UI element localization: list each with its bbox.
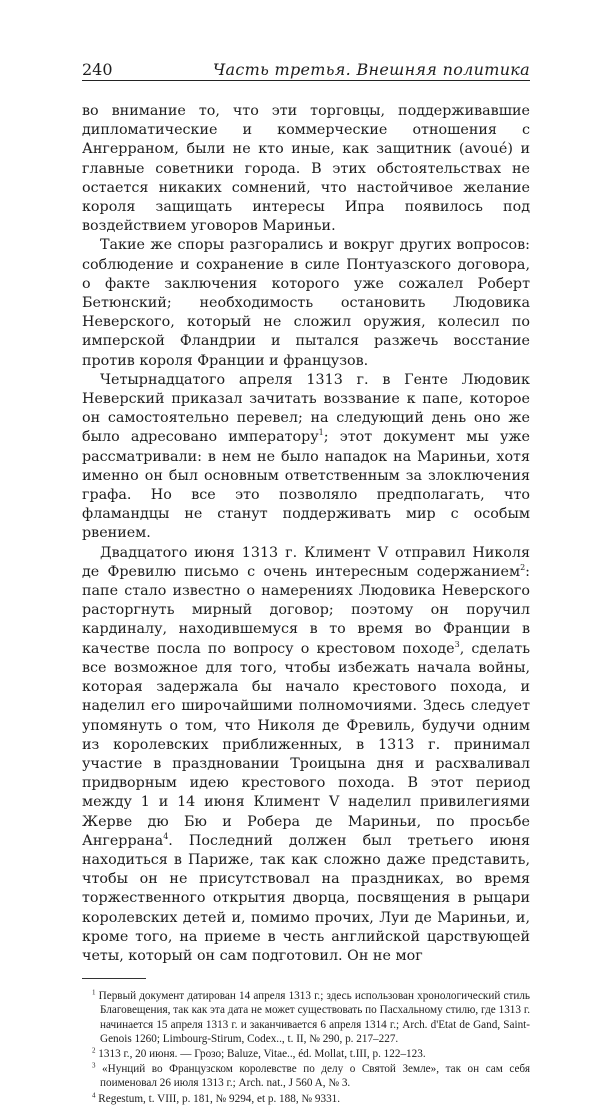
footnote-text: 1313 г., 20 июня. — Грозо; Baluze, Vitae.., éd. Mollat, t.III, p. 122–123. xyxy=(98,1047,426,1060)
footnote-number: 3 xyxy=(92,1061,96,1070)
main-text xyxy=(82,102,530,966)
paragraph-text: , сделать все возможное для того, чтобы избежать начала войны, которая задержала бы начало крестового похода, и наделил его широчайшими полномочиями. Здесь следует упомянуть о том, что Николя де Фревиль, будучи одним из королевских приближенных, в 1313 г. принимал участие в праздновании Троицына дня и расхваливал придворным идею крестового похода. В этот период между 1 и 14 июня Климент V наделил привилегиями Жерве дю Бю и Робера де Мариньи, по просьбе Ангеррана xyxy=(82,640,530,849)
footnote xyxy=(82,1062,530,1090)
paragraph-text: . Последний должен был третьего июня находиться в Париже, так как сложно даже представить, чтобы он не присутствовал на праздниках, во время торжественного открытия дворца, посвящения в рыцари королевских детей и, помимо прочих, Луи де Мариньи, и, кроме того, на приеме в честь английской царствующей четы, который он сам подготовил. Он не мог xyxy=(82,832,530,964)
footnote-ref[interactable]: 3 xyxy=(454,639,460,649)
running-title: Часть третья. Внешняя политика xyxy=(212,60,530,79)
page-header xyxy=(82,56,530,82)
paragraph-text: Двадцатого июня 1313 г. Климент V отправил Николя де Фревилю письмо с очень интересным содержанием xyxy=(82,544,530,580)
footnote-ref[interactable]: 4 xyxy=(163,831,169,841)
footnote-ref[interactable]: 1 xyxy=(318,428,324,438)
paragraph xyxy=(82,544,530,966)
footnote xyxy=(82,989,530,1046)
footnote-text: «Нунций во Французском королевстве по делу о Святой Земле», так он сам себя поименовал 26 июля 1313 г.; Arch. nat., J 560 A, № 3. xyxy=(100,1063,530,1090)
footnote xyxy=(82,1047,530,1061)
footnote-divider xyxy=(82,978,146,979)
footnote-number: 2 xyxy=(92,1046,96,1055)
footnotes xyxy=(82,989,530,1106)
page-number: 240 xyxy=(82,60,113,79)
footnote-text: Regestum, t. VIII, p. 181, № 9294, et p. 188, № 9331. xyxy=(98,1092,341,1105)
paragraph-text: : папе стало известно о намерениях Людовика Неверского расторгнуть мирный договор; поэтому он поручил кардиналу, находившемуся в то время во Франции в качестве посла по вопросу о крестовом походе xyxy=(82,563,530,657)
paragraph-text: во внимание то, что эти торговцы, поддерживавшие дипломатические и коммерческие отношения с Ангерраном, были не кто иные, как защитник (avoué) и главные советники города. В этих обстоятельствах не остается никаких сомнений, что настойчивое желание короля защищать интересы Ипра появилось под воздействием уговоров Мариньи. xyxy=(82,103,530,235)
footnote-ref[interactable]: 2 xyxy=(520,563,526,573)
footnote-number: 1 xyxy=(92,988,96,997)
paragraph xyxy=(82,371,530,544)
footnote-number: 4 xyxy=(92,1090,96,1099)
paragraph-text: Четырнадцатого апреля 1313 г. в Генте Людовик Неверский приказал зачитать воззвание к папе, которое он самостоятельно перевел; на следующий день оно же было адресовано императору xyxy=(82,371,530,446)
paragraph xyxy=(82,236,530,370)
paragraph xyxy=(82,102,530,236)
paragraph-text: Такие же споры разгорались и вокруг других вопросов: соблюдение и сохранение в силе Понтуазского договора, о факте заключения которого уже сожалел Роберт Бетюнский; необходимость остановить Людовика Неверского, который не сложил оружия, колесил по имперской Фландрии и пытался разжечь восстание против короля Франции и французов. xyxy=(82,237,530,369)
footnote xyxy=(82,1092,530,1106)
book-page xyxy=(82,56,530,1107)
footnote-text: Первый документ датирован 14 апреля 1313 г.; здесь использован хронологический стиль Благовещения, так как эта дата не может существовать по Пасхальному стилю, где 1313 г. начинается 15 апреля 1313 г. и заканчивается 6 апреля 1314 г.; Arch. d'Etat de Gand, Saint-Genois 1260; Limbourg-Stirum, Codex.., t. II, № 290, p. 217–227. xyxy=(98,990,531,1045)
paragraph-text: ; этот документ мы уже рассматривали: в нем не было нападок на Мариньи, хотя именно он был основным ответственным за злоключения графа. Но все это позволяло предполагать, что фламандцы не станут поддерживать мир с особым рвением. xyxy=(82,429,530,542)
header-rule xyxy=(82,80,530,81)
